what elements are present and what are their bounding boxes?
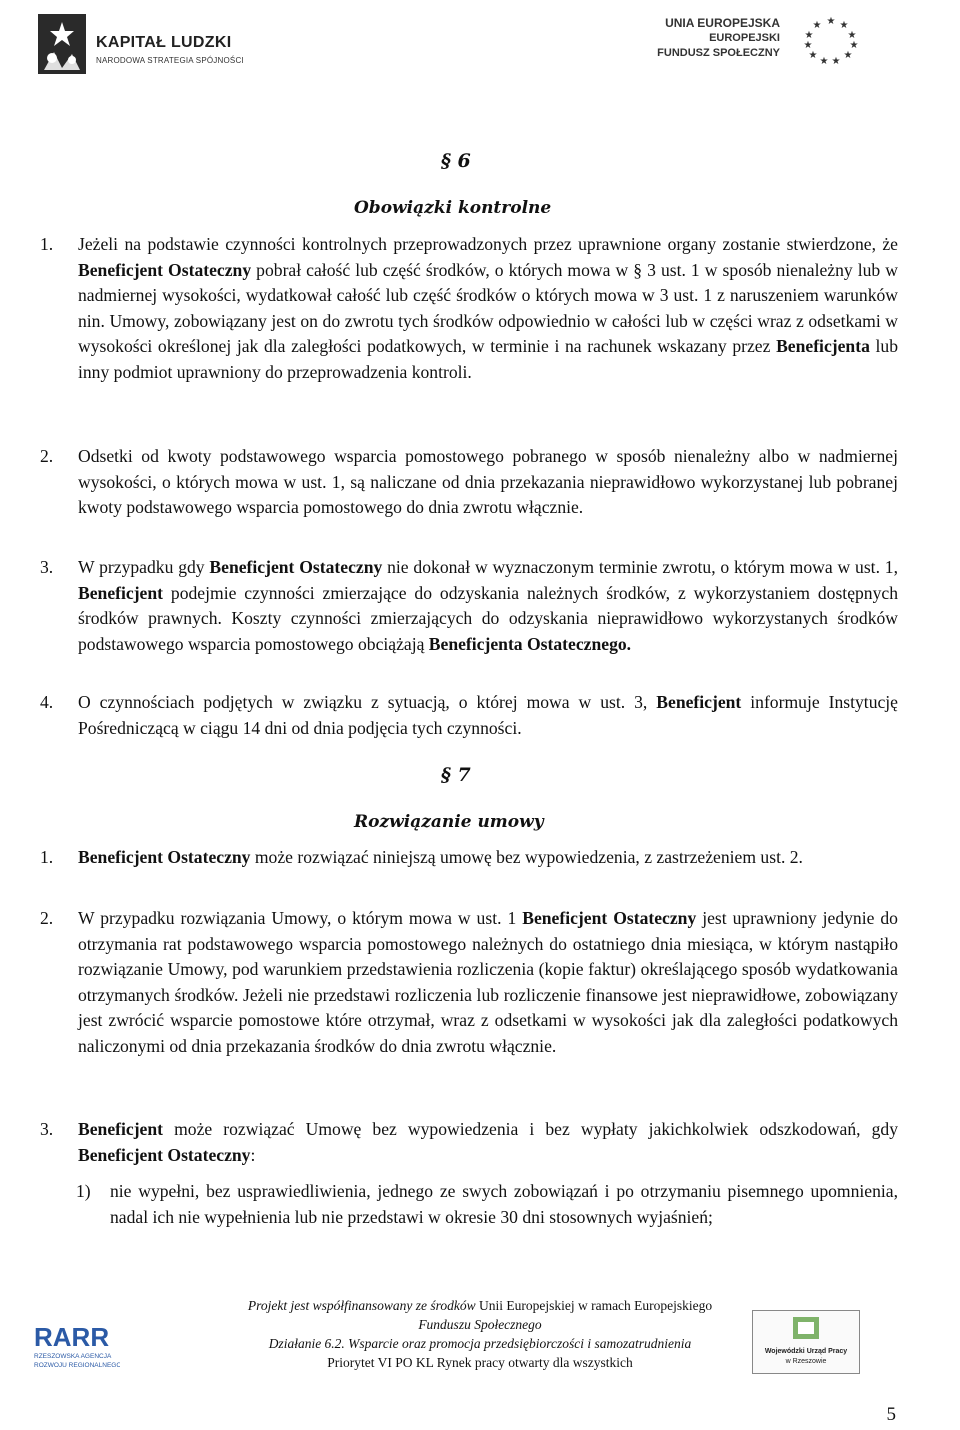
eu-flag-icon (792, 14, 870, 66)
text-run: nie dokonał w wyznaczonym terminie zwrotu, o którym mowa w ust. 1, (382, 557, 898, 577)
rarr-logo-icon (30, 1312, 120, 1382)
text-run: może rozwiązać niniejszą umowę bez wypowiedzenia, z zastrzeżeniem ust. 2. (250, 847, 803, 867)
item-number: 4. (40, 692, 54, 712)
page-number: 5 (886, 1404, 896, 1425)
bold-run: Beneficjenta (776, 336, 870, 356)
svg-text:★: ★ (804, 30, 814, 41)
kapital-ludzki-logo (38, 14, 258, 76)
item-text (78, 555, 898, 657)
footer-line-2: Funduszu Społecznego (418, 1317, 542, 1332)
eu-logo-line2: EUROPEJSKI (709, 32, 780, 44)
kapital-ludzki-emblem-icon (38, 14, 86, 74)
bold-run: Beneficjent Ostateczny (209, 557, 383, 577)
s6-item-2 (40, 444, 898, 521)
s6-item-3 (40, 555, 898, 657)
footer-text (150, 1296, 810, 1372)
svg-text:★: ★ (803, 40, 813, 51)
bold-run: Beneficjent Ostateczny (78, 847, 251, 867)
text-run: jest uprawniony jedynie do otrzymania rat podstawowego wsparcia pomostowego należnych do ostatniego dnia miesiąca, w którym nastąpiło rozwiązanie Umowy, pod warunkiem przedstawienia rozliczenia (kopie faktur) określającego sposób wydatkowania otrzymanych środków. Jeżeli nie przedstawi rozliczenia lub rozliczenie finansowe jest nieprawidłowe, zobowiązany jest zwrócić wsparcie pomostowe które otrzymał, wraz z odsetkami w wysokości jak dla zaległości podatkowych naliczonymi od dnia przekazania środków do dnia zwrotu włącznie. (78, 908, 898, 1056)
footer-line-1: Projekt jest współfinansowany ze środków Unii Europejskiej w ramach Europejskiego (247, 1298, 713, 1313)
item-number: 2. (40, 446, 54, 466)
s6-item-4 (40, 690, 898, 741)
eu-efs-logo (630, 14, 930, 70)
item-number: 3. (40, 557, 54, 577)
svg-text:★: ★ (808, 50, 818, 61)
item-text (78, 906, 898, 1059)
footer-line-4: Priorytet VI PO KL Rynek pracy otwarty dla wszystkich (327, 1355, 633, 1370)
text-run: W przypadku rozwiązania Umowy, o którym mowa w ust. 1 (78, 908, 523, 928)
rarr-logo (30, 1312, 120, 1382)
bold-run: Beneficjent (78, 1119, 164, 1139)
footer-line-3: Działanie 6.2. Wsparcie oraz promocja przedsiębiorczości i samozatrudnienia (268, 1336, 692, 1351)
svg-text:★: ★ (812, 20, 822, 31)
wup-logo-line1: Wojewódzki Urząd Pracy (764, 1348, 848, 1355)
bold-run: Beneficjenta Ostatecznego. (428, 633, 632, 654)
eu-logo-line3: FUNDUSZ SPOŁECZNY (657, 47, 780, 59)
text-run: O czynnościach podjętych w związku z sytuacją, o której mowa w ust. 3, (78, 692, 657, 712)
text-run: może rozwiązać Umowę bez wypowiedzenia i bez wypłaty jakichkolwiek odszkodowań, gdy (163, 1119, 898, 1139)
section-7-title: Rozwiązanie umowy (354, 812, 544, 832)
svg-text:★: ★ (831, 56, 841, 66)
svg-text:★: ★ (819, 56, 829, 66)
kapital-ludzki-subtitle: NARODOWA STRATEGIA SPÓJNOŚCI (96, 56, 244, 65)
item-text (78, 232, 898, 385)
subitem-number: 1) (76, 1181, 91, 1201)
rarr-logo-sub1: RZESZOWSKA AGENCJA (34, 1353, 112, 1360)
svg-text:★: ★ (843, 50, 853, 61)
section-6-number: § 6 (441, 150, 471, 172)
item-number: 3. (40, 1119, 54, 1139)
section-7-number: § 7 (441, 764, 471, 786)
bold-run: Beneficjent Ostateczny (78, 259, 252, 280)
text-run: W przypadku gdy (78, 557, 210, 577)
wup-logo (752, 1310, 860, 1374)
s7-item-2 (40, 906, 898, 1059)
text-run: Jeżeli na podstawie czynności kontrolnych przeprowadzonych przez uprawnione organy zostanie stwierdzone, że (78, 234, 898, 254)
text-run: pobrał całość lub część środków, o których mowa w § 3 ust. 1 w sposób nienależny lub w nadmiernej wysokości, wydatkował całość lub część środków o których mowa w 3 ust. 1 z naruszeniem warunków nin. Umowy, zobowiązany jest on do zwrotu tych środków odpowiednio w całości lub w części wraz z odsetkami w wysokości określonej jak dla zaległości podatkowych, w terminie i na rachunek wskazany przez (78, 259, 898, 356)
item-text (78, 1117, 898, 1168)
s6-item-1 (40, 232, 898, 385)
wup-logo-line2: w Rzeszowie (785, 1358, 827, 1365)
item-text (78, 845, 898, 871)
text-run: Odsetki od kwoty podstawowego wsparcia pomostowego pobranego w sposób nienależny albo w nadmiernej wysokości, o których mowa w ust. 1, są naliczane od dnia przekazania nieprawidłowo wykorzystanej lub pobranej kwoty podstawowego wsparcia pomostowego do dnia zwrotu włącznie. (78, 446, 898, 517)
bold-run: Beneficjent Ostateczny (522, 908, 697, 928)
bold-run: Beneficjent Ostateczny (78, 1144, 251, 1165)
section-6-title: Obowiązki kontrolne (354, 198, 552, 218)
svg-text:★: ★ (839, 20, 849, 31)
text-run: podejmie czynności zmierzające do odzyskania należnych środków, z wykorzystaniem dostępnych środków prawnych. Koszty czynności zmierzających do odzyskania nieprawidłowo wykorzystanych środków podstawowego wsparcia pomostowego obciążają (78, 582, 898, 654)
kapital-ludzki-title: KAPITAŁ LUDZKI (96, 34, 232, 51)
bold-run: Beneficjent (78, 582, 164, 603)
text-run: lub inny podmiot uprawniony do przeprowadzenia kontroli. (78, 336, 898, 382)
item-text (78, 690, 898, 741)
svg-text:★: ★ (826, 16, 836, 27)
s7-item-3 (40, 1117, 898, 1168)
text-run: : (250, 1144, 256, 1165)
rarr-logo-main: RARR (34, 1322, 110, 1352)
s7-item-1 (40, 845, 898, 871)
item-number: 1. (40, 847, 54, 867)
svg-text:★: ★ (849, 40, 859, 51)
s7-subitem-1 (76, 1179, 898, 1230)
svg-text:★: ★ (847, 30, 857, 41)
bold-run: Beneficjent (656, 692, 742, 712)
wup-logo-icon (753, 1311, 859, 1373)
item-number: 2. (40, 908, 54, 928)
text-run: informuje Instytucję Pośredniczącą w ciągu 14 dni od dnia podjęcia tych czynności. (78, 692, 898, 738)
rarr-logo-sub2: ROZWOJU REGIONALNEGO (34, 1362, 120, 1369)
subitem-text: nie wypełni, bez usprawiedliwienia, jednego ze swych zobowiązań i po otrzymaniu pisemnego upomnienia, nadal ich nie wypełnienia lub nie przedstawi w okresie 30 dni stosownych wyjaśnień; (110, 1181, 898, 1227)
eu-logo-line1: UNIA EUROPEJSKA (665, 16, 780, 30)
item-text (78, 444, 898, 521)
item-number: 1. (40, 234, 54, 254)
